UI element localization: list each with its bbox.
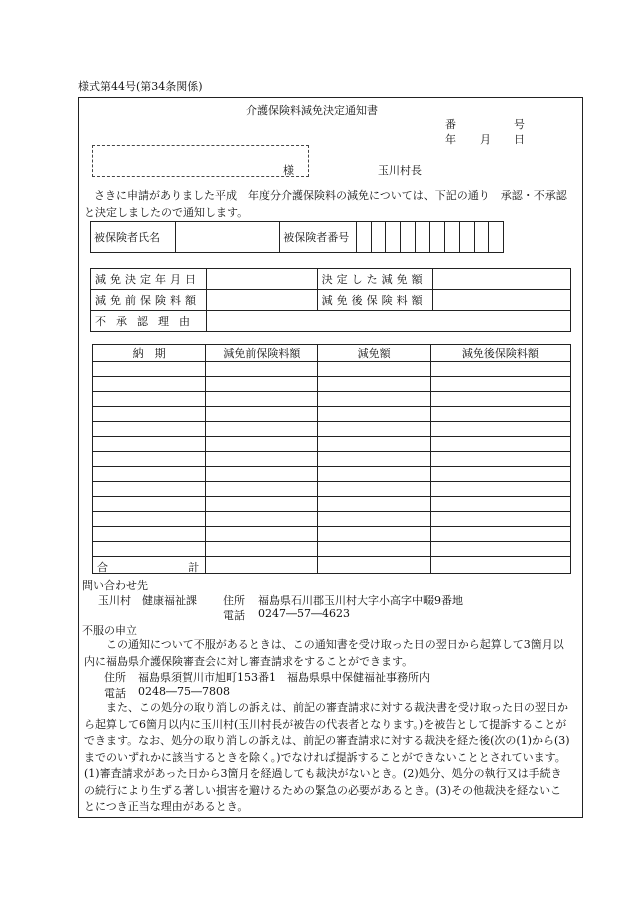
decision-table: [90, 268, 571, 332]
insured-number-label: 被保険者番号: [280, 222, 357, 253]
document-title: 介護保険料減免決定通知書: [246, 104, 378, 117]
payment-row: [93, 407, 571, 422]
payment-row: [93, 497, 571, 512]
insured-number-digit[interactable]: [489, 222, 504, 253]
payment-cell[interactable]: [430, 542, 570, 557]
payment-cell[interactable]: [93, 422, 206, 437]
payment-cell[interactable]: [430, 512, 570, 527]
payment-cell[interactable]: [318, 542, 430, 557]
number-label-go: 号: [514, 118, 525, 131]
total-cell[interactable]: [430, 557, 570, 574]
payment-cell[interactable]: [430, 392, 570, 407]
total-cell[interactable]: [318, 557, 430, 574]
insured-number-digit[interactable]: [415, 222, 430, 253]
payment-cell[interactable]: [206, 467, 318, 482]
payment-cell[interactable]: [318, 362, 430, 377]
appeal-para2: また、この処分の取り消しの訴えは、前記の審査請求に対する裁決書を受け取った日の翌日から起算して6箇月以内に玉川村(玉川村長が被告の代表者となります。)を被告として提訴することができます。なお、処分の取り消しの訴えは、前記の審査請求に対する裁決を経た後(次の(1)から(3)までのいずれかに該当するときを除く。)でなければ提訴することができないこととされています。(1)審査請求があった日から3箇月を経過しても裁決がないとき。(2)処分、処分の執行又は手続きの続行により生ずる著しい損害を避けるための緊急の必要があるとき。(3)その他裁決を経ないことにつき正当な理由があるとき。: [84, 701, 570, 813]
payment-cell[interactable]: [93, 362, 206, 377]
after-amount-label: 減免後保険料額: [317, 290, 432, 311]
payment-cell[interactable]: [430, 452, 570, 467]
payment-cell[interactable]: [206, 437, 318, 452]
appeal-address: 福島県須賀川市旭町153番1 福島県県中保健福祉事務所内: [138, 671, 430, 684]
payment-row: [93, 527, 571, 542]
payment-cell[interactable]: [430, 497, 570, 512]
appeal-phone: 0248―75―7808: [138, 685, 230, 698]
payment-table: [92, 344, 571, 574]
payment-cell[interactable]: [430, 482, 570, 497]
col-header-reduction: 減免額: [318, 345, 430, 362]
payment-row: [93, 467, 571, 482]
col-header-after: 減免後保険料額: [430, 345, 570, 362]
contact-phone: 0247―57―4623: [258, 607, 350, 620]
after-amount-field[interactable]: [432, 290, 570, 311]
payment-row: [93, 542, 571, 557]
insured-number-digit[interactable]: [445, 222, 460, 253]
payment-cell[interactable]: [430, 377, 570, 392]
total-cell[interactable]: [206, 557, 318, 574]
total-row: [93, 557, 571, 574]
insured-number-digit[interactable]: [371, 222, 386, 253]
appeal-para1: この通知について不服があるときは、この通知書を受け取った日の翌日から起算して3箇月以内に福島県介護保険審査会に対し審査請求をすることができます。: [84, 638, 564, 668]
payment-cell[interactable]: [430, 437, 570, 452]
payment-cell[interactable]: [93, 542, 206, 557]
insured-number-digit[interactable]: [401, 222, 416, 253]
payment-cell[interactable]: [93, 392, 206, 407]
insured-number-digit[interactable]: [356, 222, 371, 253]
payment-cell[interactable]: [430, 407, 570, 422]
payment-row: [93, 362, 571, 377]
payment-row: [93, 437, 571, 452]
before-amount-label: 減免前保険料額: [91, 290, 207, 311]
payment-cell[interactable]: [93, 482, 206, 497]
date-month: 月: [480, 133, 491, 146]
decision-amount-label: 決定した減免額: [317, 269, 432, 290]
payment-cell[interactable]: [206, 422, 318, 437]
before-amount-field[interactable]: [206, 290, 317, 311]
payment-cell[interactable]: [206, 452, 318, 467]
total-label-right: 計: [188, 561, 200, 574]
payment-cell[interactable]: [318, 407, 430, 422]
insured-name-label: 被保険者氏名: [91, 222, 176, 253]
payment-cell[interactable]: [318, 392, 430, 407]
payment-cell[interactable]: [318, 377, 430, 392]
appeal-heading: 不服の申立: [82, 624, 137, 637]
appeal-address-label: 住所: [104, 671, 126, 684]
payment-row: [93, 422, 571, 437]
payment-cell[interactable]: [318, 527, 430, 542]
payment-cell[interactable]: [93, 512, 206, 527]
payment-cell[interactable]: [318, 512, 430, 527]
payment-cell[interactable]: [206, 407, 318, 422]
payment-cell[interactable]: [206, 377, 318, 392]
payment-cell[interactable]: [318, 422, 430, 437]
payment-cell[interactable]: [206, 497, 318, 512]
form-number: 様式第44号(第34条関係): [78, 80, 203, 93]
recipient-suffix: 様: [283, 164, 294, 177]
contact-heading: 問い合わせ先: [82, 579, 148, 592]
insured-number-digit[interactable]: [474, 222, 489, 253]
payment-row: [93, 512, 571, 527]
payment-cell[interactable]: [318, 452, 430, 467]
payment-cell[interactable]: [206, 392, 318, 407]
insured-name-field[interactable]: [175, 222, 280, 253]
recipient-box[interactable]: [92, 145, 309, 177]
payment-cell[interactable]: [318, 482, 430, 497]
payment-cell[interactable]: [430, 467, 570, 482]
contact-dept: 玉川村 健康福祉課: [98, 594, 197, 607]
issuer: 玉川村長: [378, 164, 422, 177]
appeal-phone-label: 電話: [104, 687, 126, 700]
payment-cell[interactable]: [206, 542, 318, 557]
decision-date-field[interactable]: [206, 269, 317, 290]
insured-number-digit[interactable]: [459, 222, 474, 253]
payment-cell[interactable]: [93, 467, 206, 482]
payment-cell[interactable]: [93, 377, 206, 392]
payment-cell[interactable]: [93, 437, 206, 452]
payment-cell[interactable]: [93, 452, 206, 467]
intro-text: さきに申請がありました平成 年度分介護保険料の減免については、下記の通り 承認・不承認 と決定しましたので通知します。: [84, 189, 578, 219]
payment-cell[interactable]: [430, 362, 570, 377]
decision-date-label: 減免決定年月日: [91, 269, 207, 290]
payment-cell[interactable]: [318, 467, 430, 482]
insured-table: [90, 221, 504, 253]
payment-cell[interactable]: [93, 497, 206, 512]
reject-reason-label: 不承認理由: [91, 311, 207, 332]
reject-reason-field[interactable]: [206, 311, 570, 332]
contact-address: 福島県石川郡玉川村大字小高字中畷9番地: [258, 594, 463, 607]
total-label-left: 合: [97, 561, 108, 574]
decision-amount-field[interactable]: [432, 269, 570, 290]
insured-number-digit[interactable]: [430, 222, 445, 253]
payment-row: [93, 377, 571, 392]
payment-cell[interactable]: [93, 527, 206, 542]
payment-cell[interactable]: [430, 422, 570, 437]
contact-address-label: 住所: [223, 594, 245, 607]
payment-cell[interactable]: [93, 407, 206, 422]
payment-cell[interactable]: [430, 527, 570, 542]
payment-row: [93, 452, 571, 467]
payment-row: [93, 392, 571, 407]
col-header-before: 減免前保険料額: [206, 345, 318, 362]
contact-phone-label: 電話: [223, 609, 245, 622]
col-header-due: 納 期: [93, 345, 206, 362]
date-day: 日: [514, 133, 525, 146]
payment-cell[interactable]: [206, 362, 318, 377]
insured-number-digit[interactable]: [386, 222, 401, 253]
payment-cell[interactable]: [206, 512, 318, 527]
total-label: [93, 557, 206, 574]
payment-cell[interactable]: [206, 482, 318, 497]
payment-cell[interactable]: [318, 437, 430, 452]
date-year: 年: [445, 133, 456, 146]
number-label-ban: 番: [445, 118, 456, 131]
payment-row: [93, 482, 571, 497]
payment-cell[interactable]: [318, 497, 430, 512]
payment-cell[interactable]: [206, 527, 318, 542]
